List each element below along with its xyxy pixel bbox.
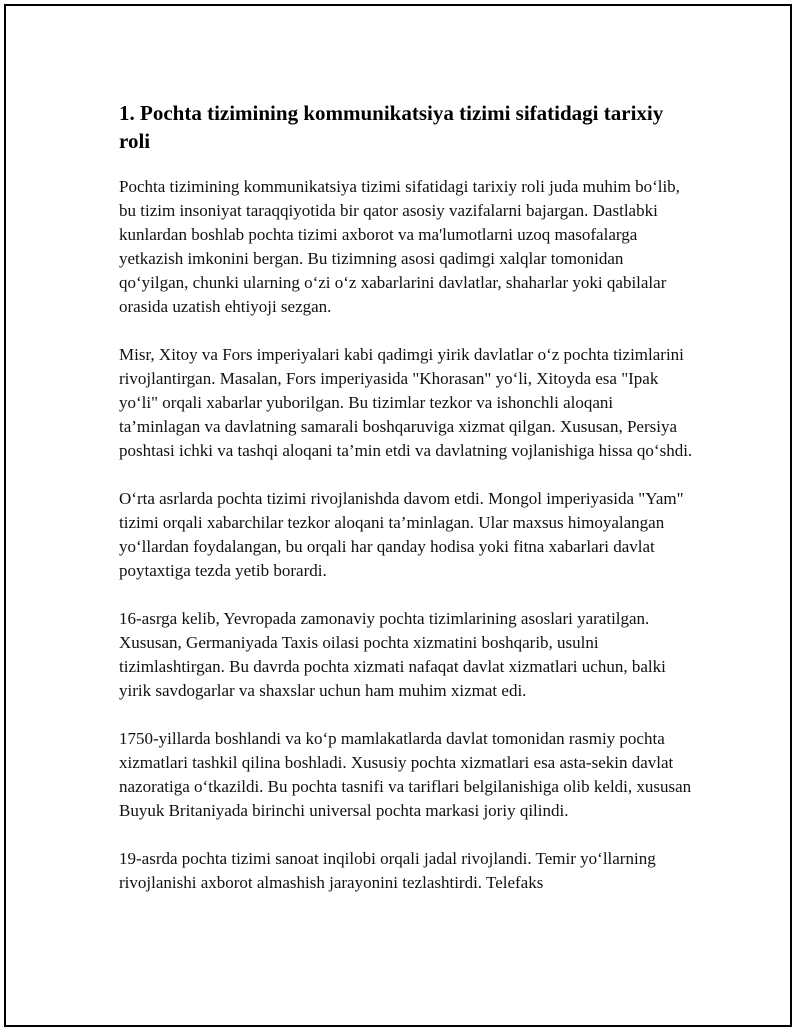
paragraph-middle-ages: O‘rta asrlarda pochta tizimi rivojlanishda davom etdi. Mongol imperiyasida "Yam" tizimi orqali xabarchilar tezkor aloqani ta’minlagan. Ular maxsus himoyalangan yo‘llardan foydalangan, bu orqali har qanday hodisa yoki fitna xabarlari davlat poytaxtiga tezda yetib borardi. <box>119 489 684 580</box>
paragraph-16th-century: 16-asrga kelib, Yevropada zamonaviy pochta tizimlarining asoslari yaratilgan. Xususan, Germaniyada Taxis oilasi pochta xizmatini boshqarib, usulni tizimlashtirgan. Bu davrda pochta xizmati nafaqat davlat xizmatlari uchun, balki yirik savdogarlar va shaxslar uchun ham muhim xizmat edi. <box>119 609 666 700</box>
paragraph-intro: Pochta tizimining kommunikatsiya tizimi sifatidagi tarixiy roli juda muhim bo‘lib, bu tizim insoniyat taraqqiyotida bir qator asosiy vazifalarni bajargan. Dastlabki kunlardan boshlab pochta tizimi axborot va ma'lumotlarni uzoq masofalarga yetkazish imkonini bergan. Bu tizimning asosi qadimgi xalqlar tomonidan qo‘yilgan, chunki ularning o‘zi o‘z xabarlarini davlatlar, shaharlar yoki qabilalar orasida uzatish ehtiyoji sezgan. <box>119 177 680 316</box>
document-page <box>4 4 792 1027</box>
section-heading: 1. Pochta tizimining kommunikatsiya tizimi sifatidagi tarixiy roli <box>119 101 664 153</box>
paragraph-ancient-empires: Misr, Xitoy va Fors imperiyalari kabi qadimgi yirik davlatlar o‘z pochta tizimlarini rivojlantirgan. Masalan, Fors imperiyasida "Khorasan" yo‘li, Xitoyda esa "Ipak yo‘li" orqali xabarlar yuborilgan. Bu tizimlar tezkor va ishonchli aloqani ta’minlagan va davlatning samarali boshqaruviga xizmat qilgan. Xususan, Persiya poshtasi ichki va tashqi aloqani ta’min etdi va davlatning vojlanishiga hissa qo‘shdi. <box>119 345 693 460</box>
document-body <box>119 99 695 895</box>
paragraph-1750s: 1750-yillarda boshlandi va ko‘p mamlakatlarda davlat tomonidan rasmiy pochta xizmatlari tashkil qilina boshladi. Xususiy pochta xizmatlari esa asta-sekin davlat nazoratiga o‘tkazildi. Bu pochta tasnifi va tariflari belgilanishiga olib keldi, xususan Buyuk Britaniyada birinchi universal pochta markasi joriy qilindi. <box>119 729 692 820</box>
paragraph-19th-century: 19-asrda pochta tizimi sanoat inqilobi orqali jadal rivojlandi. Temir yo‘llarning rivojlanishi axborot almashish jarayonini tezlashtirdi. Telefaks <box>119 849 656 892</box>
